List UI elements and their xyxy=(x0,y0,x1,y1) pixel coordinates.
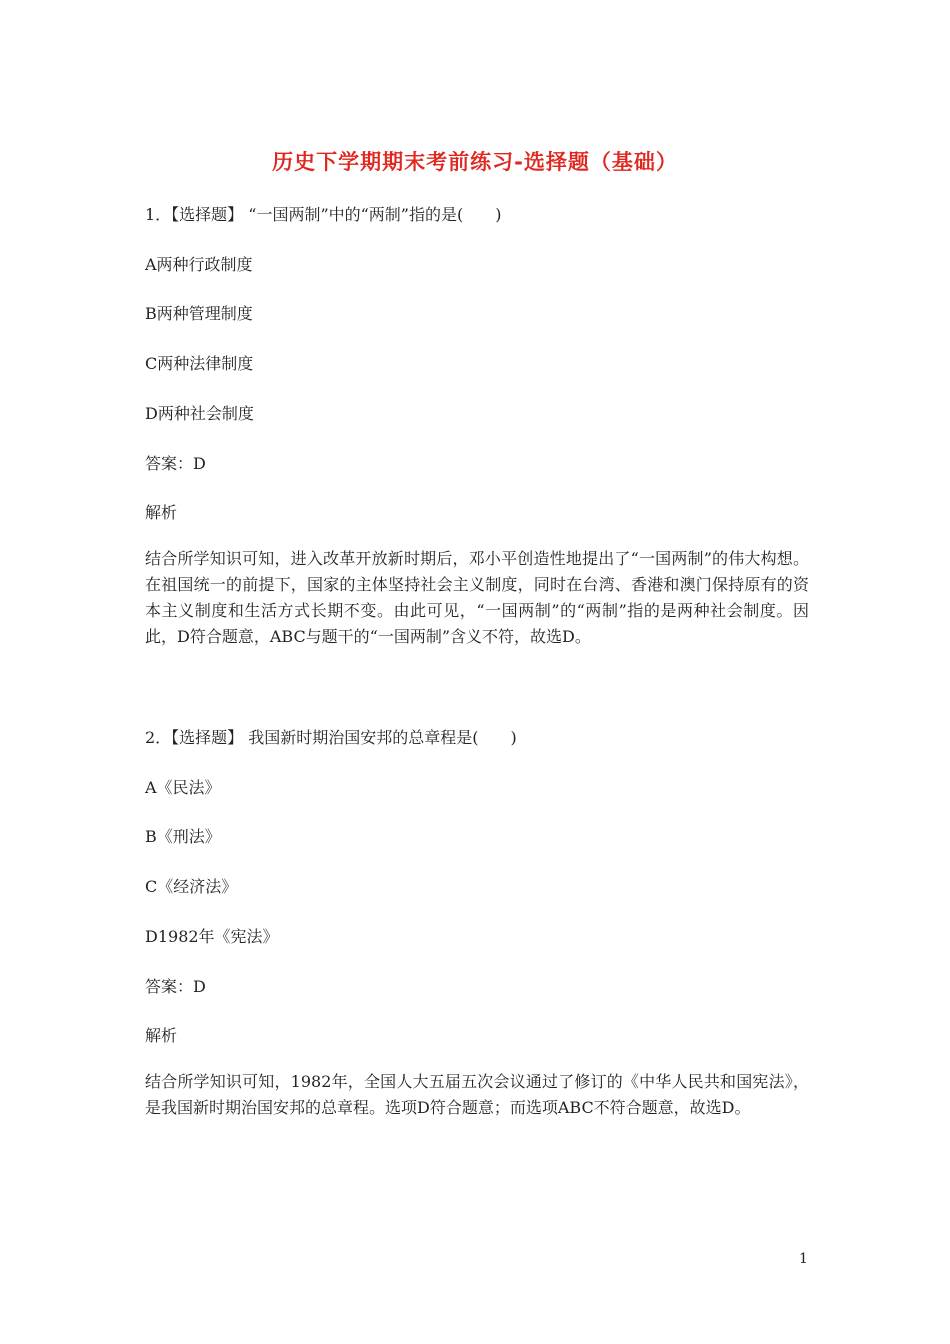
question-1-option-b: B两种管理制度 xyxy=(145,304,253,323)
question-1-analysis: 结合所学知识可知，进入改革开放新时期后，邓小平创造性地提出了“一国两制”的伟大构想。在祖国统一的前提下，国家的主体坚持社会主义制度，同时在台湾、香港和澳门保持原有的资本主义制度和生活方式长期不变。由此可见，“一国两制”的“两制”指的是两种社会制度。因此，D符合题意，ABC与题干的“一国两制”含义不符，故选D。 xyxy=(145,549,809,646)
page-title: 历史下学期期末考前练习-选择题（基础） xyxy=(272,150,678,174)
question-2-analysis: 结合所学知识可知，1982年，全国人大五届五次会议通过了修订的《中华人民共和国宪法》，是我国新时期治国安邦的总章程。选项D符合题意；而选项ABC不符合题意，故选D。 xyxy=(145,1072,809,1117)
question-2-answer: 答案：D xyxy=(145,977,206,996)
question-2-analysis-label: 解析 xyxy=(145,1026,178,1045)
page-number: 1 xyxy=(799,1251,808,1267)
question-2-option-b: B《刑法》 xyxy=(145,827,221,846)
question-1-option-d: D两种社会制度 xyxy=(145,404,254,423)
question-1-answer: 答案：D xyxy=(145,454,206,473)
question-1-option-a: A两种行政制度 xyxy=(145,255,253,274)
question-2-option-d: D1982年《宪法》 xyxy=(145,927,279,946)
question-2-option-c: C《经济法》 xyxy=(145,877,238,896)
question-2-stem: 2．【选择题】 我国新时期治国安邦的总章程是( ) xyxy=(145,728,517,747)
question-1-analysis-label: 解析 xyxy=(145,503,178,522)
question-2-option-a: A《民法》 xyxy=(145,778,221,797)
question-1-stem: 1．【选择题】 “一国两制”中的“两制”指的是( ) xyxy=(145,205,502,224)
question-1-option-c: C两种法律制度 xyxy=(145,354,254,373)
